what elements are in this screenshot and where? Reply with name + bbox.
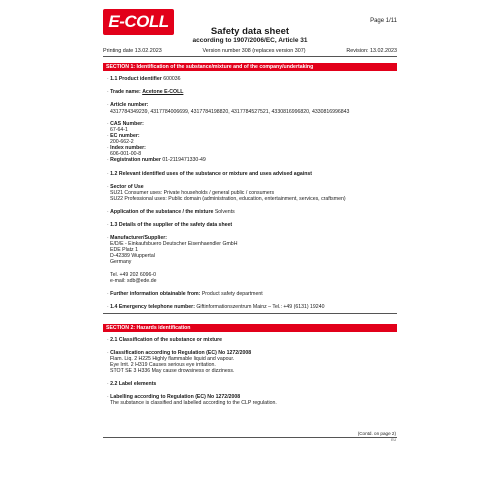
supplier-line: Germany <box>110 259 132 265</box>
product-identifier: · 1.1 Product identifier 600036 <box>107 76 181 82</box>
article-numbers: 4317784349239, 4317784006699, 4317784198820, 4317784527521, 4330816996820, 4330816996843 <box>110 109 350 115</box>
manufacturer-label: · Manufacturer/Supplier: <box>107 235 167 241</box>
meta-row <box>103 48 397 54</box>
supplier-line: E/D/E - Einkaufsbuero Deutscher Eisenhaendler GmbH <box>110 241 238 247</box>
relevant-uses-heading: · 1.2 Relevant identified uses of the substance or mixture and uses advised against <box>107 171 312 177</box>
labelling-text: The substance is classified and labelled according to the CLP regulation. <box>110 400 277 406</box>
emergency-telephone: · 1.4 Emergency telephone number: Giftinformationszentrum Mainz – Tel.: +49 (6131) 19240 <box>107 304 325 310</box>
sector-su22: SU22 Professional uses: Public domain (administration, education, entertainment, services, craftsmen) <box>110 196 346 202</box>
header-rule <box>103 56 397 57</box>
index-label: · Index number: <box>107 145 146 151</box>
footer-tag: EU <box>391 438 396 442</box>
supplier-heading: · 1.3 Details of the supplier of the safety data sheet <box>107 222 233 228</box>
hazard-line: Flam. Liq. 2 H225 Highly flammable liquid and vapour. <box>110 356 235 362</box>
labelling-regulation: · Labelling according to Regulation (EC) No 1272/2008 <box>107 394 241 400</box>
sector-su21: SU21 Consumer uses: Private households / general public / consumers <box>110 190 275 196</box>
registration-number: · Registration number 01-2119471330-49 <box>107 157 206 163</box>
supplier-email: e-mail: sdb@ede.de <box>110 278 157 284</box>
sector-of-use-label: · Sector of Use <box>107 184 144 190</box>
version-number: Version number 308 (replaces version 307) <box>202 48 306 54</box>
cas-value: 67-64-1 <box>110 127 128 133</box>
hazard-line: Eye Irrit. 2 H319 Causes serious eye irritation. <box>110 362 216 368</box>
application: · Application of the substance / the mixture Solvents <box>107 209 235 215</box>
classification-heading: · 2.1 Classification of the substance or mixture <box>107 337 223 343</box>
logo-text: E-COLL <box>108 12 169 31</box>
continued-note: (Contd. on page 2) <box>357 431 396 436</box>
classification-regulation: · Classification according to Regulation (EC) No 1272/2008 <box>107 350 252 356</box>
printing-date: Printing date 13.02.2023 <box>103 48 162 54</box>
cas-label: · CAS Number: <box>107 121 144 127</box>
page-number: Page 1/11 <box>370 18 397 24</box>
index-value: 606-001-00-8 <box>110 151 142 157</box>
trade-name: · Trade name: Acetone E-COLL <box>107 89 184 95</box>
revision-date: Revision: 13.02.2023 <box>346 48 397 54</box>
footer-rule <box>103 437 397 438</box>
further-information: · Further information obtainable from: Product safety department <box>107 291 263 297</box>
document-subtitle: according to 1907/2006/EC, Article 31 <box>192 37 308 44</box>
supplier-line: EDE Platz 1 <box>110 247 138 253</box>
supplier-line: D-42389 Wuppertal <box>110 253 155 259</box>
ec-value: 200-662-2 <box>110 139 134 145</box>
article-number-label: · Article number: <box>107 102 149 108</box>
hazard-line: STOT SE 3 H336 May cause drowsiness or dizziness. <box>110 368 235 374</box>
document-title: Safety data sheet <box>210 26 290 37</box>
ec-label: · EC number: <box>107 133 140 139</box>
section-1-heading: SECTION 1: Identification of the substance/mixture and of the company/undertaking <box>103 63 397 71</box>
section-1-end-rule <box>103 313 397 314</box>
section-2-heading: SECTION 2: Hazards identification <box>103 324 397 332</box>
supplier-tel: Tel. +49 202 6096-0 <box>110 272 157 278</box>
label-elements-heading: · 2.2 Label elements <box>107 381 157 387</box>
